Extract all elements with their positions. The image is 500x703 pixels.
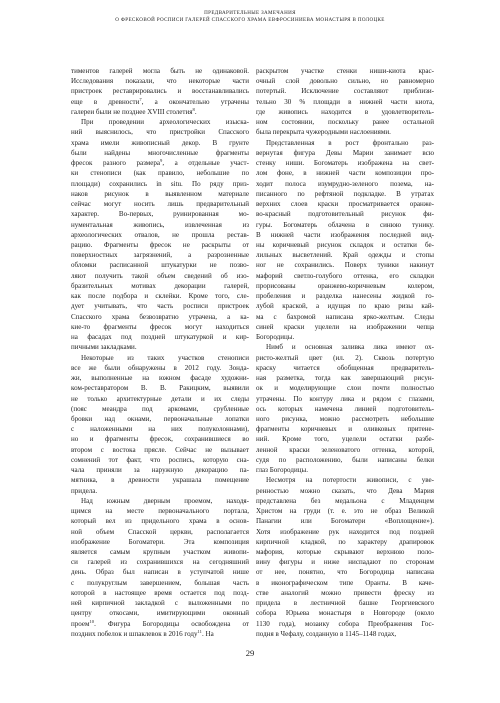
text-line-text: (пояс меандра под аркомами, срубленные [71,404,249,413]
text-line [71,394,249,404]
text-line [256,179,434,189]
text-line [71,455,249,465]
text-line [256,629,434,639]
text-line-text: утрачены. По контуру лика и рядом с глазами, [256,394,434,403]
text-line-text: ок и моделирующие слои почти полностью [256,384,434,393]
text-line-text: Панагии или Богоматери «Воплощение»). [256,517,434,526]
text-line-tail: . [194,107,197,116]
text-line [256,97,434,107]
text-line [256,127,434,137]
text-line [256,598,434,608]
text-line [256,608,434,618]
text-line [256,567,434,577]
footnote-ref: 8 [192,106,195,112]
text-line [71,86,249,96]
text-line-text: поверхностных загрязнений, а разрозненные [71,251,249,260]
text-line-tail: , а отдельные участ- [162,159,249,168]
text-line-text: щимся на месте первоначального портала, [71,507,249,516]
text-line [71,578,249,588]
text-line-text: ристо-желтый цвет (ил. 2). Сквозь потертую [256,353,434,362]
running-head-line-1: ПРЕДВАРИТЕЛЬНЫЕ ЗАМЕЧАНИЯ [204,10,296,16]
text-line-text: Над южным дверным проемом, находя- [81,496,249,505]
text-line-text: галереи были не позднее XVIII столетия [71,107,193,116]
text-line [71,353,249,363]
text-line [71,567,249,577]
text-line [71,537,249,547]
text-line-text: собора Юрьева монастыря в Новгороде (около [256,609,434,618]
text-line [256,506,434,516]
text-line-text: Представленная в рост фронтально раз- [266,138,434,147]
text-line [71,260,249,270]
text-line-text: фрагменты коричневых и оливковых притене- [256,425,434,434]
text-line-text: мятника, в древности украшала помещение [71,476,249,485]
text-line [256,107,434,117]
text-line [256,230,434,240]
text-line [256,66,434,76]
text-line [71,475,249,485]
text-line-text: стве аналогий можно привести фреску из [256,588,434,597]
left-text-column [71,66,249,639]
text-line-text: ки стенописи (как правило, небольшие по [71,169,249,178]
text-line-text: ная разметка, тогда как завершающий рисун- [256,374,434,383]
text-line [71,312,249,322]
text-line-text: были найдены многочисленные фрагменты [71,148,249,157]
footnote-ref: 11 [197,628,202,634]
text-line-text: все же были обнаружены в 2012 году. Зонда- [71,363,249,372]
text-line-text: которой в настоящее время остается под позд- [71,588,249,597]
text-line [71,373,249,383]
text-line-text: краску читается обобщенная предваритель- [256,363,434,372]
text-line [256,404,434,414]
text-line-tail: . Фигура Богородицы освобождена от [94,619,249,628]
footnote-ref: 10 [89,618,95,624]
text-line [256,332,434,342]
text-line [71,342,249,352]
text-line-text: ном состоянии, поскольку ранее остальной [256,118,434,127]
text-line [256,240,434,250]
text-line [256,148,434,158]
text-line-text: вину фигуры и ниже ниспадают по сторонам [256,558,434,567]
text-line-text: площади) сохранились in situ. По ряду приз- [71,179,249,188]
text-line-text: мафорий светло-голубого оттенка, его складки [256,271,434,280]
text-line [256,301,434,311]
text-line-text: ний выяснилось, что пристройки Спасского [71,128,249,137]
text-line [71,557,249,567]
text-line [256,281,434,291]
text-line-text: писанного по рефтяной подкладке. В утратах [256,189,434,198]
text-line-text: вернутая фигура Девы Марии занимает всю [256,148,434,157]
text-line-text: тиментов галерей могла быть не одинаковой. [71,67,249,75]
text-line-text: как после подбора и склейки. Кроме того, сле- [71,292,249,301]
text-line [256,588,434,598]
text-line [71,588,249,598]
text-line-text: дует учитывать, что часть росписи пристроек [71,302,249,311]
text-line-text: на фасадах под поздней штукатуркой и кир- [71,333,249,342]
text-line [256,475,434,485]
footnote-ref: 9 [160,158,163,164]
text-line [71,486,249,496]
text-line [71,271,249,281]
text-line [256,260,434,270]
text-line [71,291,249,301]
text-line-text: Некоторые из таких участков стенописи [81,353,249,362]
text-line-text: где живопись находится в удовлетворитель- [256,107,434,116]
text-line [71,168,249,178]
text-line [71,414,249,424]
running-head-line-2: О ФРЕСКОВОЙ РОСПИСИ ГАЛЕРЕЙ СПАССКОГО ХРАМА ЕВФРОСИНИЕВА МОНАСТЫРЯ В ПОЛОЦКЕ [115,16,385,23]
text-line [71,138,249,148]
text-line-text: с полукруглым завершением, большая часть [71,578,249,587]
text-line-text: сейчас могут носить лишь предварительный [71,200,249,209]
text-line [256,557,434,567]
text-line [256,189,434,199]
text-line-text: пробеления и разделка нанесены жидкой го- [256,292,434,301]
text-line [71,240,249,250]
text-line [71,598,249,608]
text-line [71,608,249,618]
text-line [71,445,249,455]
text-line [256,76,434,86]
text-line-text: чала приняли за наружную декорацию па- [71,466,249,475]
text-line [71,516,249,526]
text-line [71,66,249,76]
text-line [71,148,249,158]
text-line-text: прорисованы оранжево-коричневым колером, [256,281,434,290]
text-line [71,179,249,189]
text-line-text: еще в древности [71,97,140,106]
text-line [256,353,434,363]
text-line-text: ходит полоса изумрудно-зеленого позема, на- [256,179,434,188]
text-line-text: ны коричневый рисунок складок и остатки бе- [256,240,434,249]
text-line [256,486,434,496]
text-line [256,138,434,148]
text-line [256,291,434,301]
text-line-text: раскрытом участке стенки ниши-киота крас- [256,67,434,75]
text-line [71,547,249,557]
text-line-text: ком-реставратором В. В. Ракицким, выявили [71,384,249,393]
text-line [256,619,434,629]
text-line [256,209,434,219]
text-line-text: который вел из придельного храма в основ- [71,517,249,526]
text-line-text: Исследования показали, что некоторые части [71,77,249,86]
text-line [256,363,434,373]
text-line-text: бровки над окнами, первоначальные лопатки [71,414,249,423]
text-line [71,363,249,373]
text-line [256,342,434,352]
text-line [256,199,434,209]
text-line-tail: . На [201,629,214,638]
text-line-text: кие-то фрагменты фресок могут находиться [71,322,249,331]
text-line [71,250,249,260]
text-line [71,230,249,240]
text-line [71,619,249,629]
text-line-text: ось которых намечена линией подготовитель- [256,404,434,413]
text-line-text: изображение Богоматери. Эта композиция [71,537,249,546]
text-line-text: Христом на груди (т. е. это не образ Великой [256,507,434,516]
text-line-text: лильных высветлений. Край одежды и стопы [256,251,434,260]
text-line-text: подня в Чефалу, созданную в 1145–1148 годах, [256,629,397,638]
text-line [71,424,249,434]
text-line [71,209,249,219]
text-line [256,445,434,455]
text-line [256,86,434,96]
text-line [71,301,249,311]
text-line [71,281,249,291]
text-line-text: храма имели живописный декор. В грунте [71,138,249,147]
text-line-text: 1130 года), мозаику собора Преображения Гос- [256,619,434,628]
text-line [256,158,434,168]
text-line [71,97,249,107]
text-line-text: втором с востока прясле. Сейчас не вызывает [71,445,249,454]
text-line [256,527,434,537]
text-line-text: очный слой довольно сильно, но равномерно [256,77,434,86]
text-line [71,404,249,414]
text-line-text: день. Образ был написан в уступчатой нише [71,568,249,577]
text-line [256,220,434,230]
text-line-text: судя по расположению, были написаны белки [256,455,434,464]
text-line [71,383,249,393]
text-line-text: придела в лестничной башне Георгиевского [256,599,434,608]
text-line-text: ленной краски зеленоватого оттенка, которой, [256,445,434,454]
text-line-text: Хотя изображение рук находится под поздней [256,527,434,536]
text-line [256,394,434,404]
text-line [256,496,434,506]
text-line-text: характер. Во-первых, руинированная мо- [71,210,249,219]
text-line [256,250,434,260]
text-line-text: потертый. Исключение составляют приблизи- [256,87,434,96]
text-line [256,424,434,434]
text-line-text: лом фоне, в нижней части композиции про- [256,169,434,178]
text-line-text: представлена без медальона с Младенцем [256,496,434,505]
text-line-text: Спасского храма безвозвратно утрачена, а ка- [71,312,249,321]
text-line [71,199,249,209]
text-line-text: в иконографическом типе Оранты. В каче- [256,578,434,587]
text-line-text: бразительных мотивах декорации галерей, [71,281,249,290]
text-line [256,465,434,475]
text-line-text: ма с бахромой написана ярко-желтым. Следы [256,312,434,321]
text-line [256,168,434,178]
text-line [256,537,434,547]
text-line [71,189,249,199]
text-line-text: фресок разного размера [71,159,161,168]
text-line-text: наков рисунок в выявленном материале [71,189,249,198]
text-line [71,76,249,86]
running-head [0,10,500,23]
text-line [256,434,434,444]
text-line-text: ной объем Спасской церкви, располагается [71,527,249,536]
text-line-text: сомнений тот факт, что роспись, которую сна- [71,455,249,464]
text-line-text: жи, выполненные на южном фасаде художни- [71,374,249,383]
text-line [256,373,434,383]
text-line-text: тельно 30 % площади в нижней части киота, [256,97,434,106]
page-number: 29 [245,648,255,658]
text-line [256,516,434,526]
text-line [71,220,249,230]
text-line [256,383,434,393]
text-line-text: пичными закладками. [71,343,137,352]
text-line [256,455,434,465]
text-line [256,547,434,557]
text-line [71,158,249,168]
text-line-text: с наложенными на них полуколоннами), [71,425,249,434]
text-line-text: поздних побелок и шпаклевок в 2016 году [71,629,198,638]
text-line-text: ний. Кроме того, уцелели остатки разбе- [256,435,434,444]
text-line-text: ней кирпичной закладкой с выложенными по [71,599,249,608]
text-line-text: гуры. Богоматерь облачена в синюю тунику. [256,220,434,229]
text-line-text: во-красный подготовительный рисунок фи- [256,210,434,219]
text-line-text: центру откосами, имитирующими оконный [71,609,249,618]
text-line-text: стенку ниши. Богоматерь изображена на свет- [256,159,434,168]
text-line [71,506,249,516]
text-line-text: глаз Богородицы. [256,466,308,475]
text-line-text: В нижней части изображения последней вид- [256,230,434,239]
text-line [71,332,249,342]
text-line [256,312,434,322]
text-line-text: ренностью можно сказать, что Дева Мария [256,486,434,495]
text-line-text: Богородицы. [256,333,295,342]
text-line-text: ного рисунка, можно рассмотреть небольшие [256,414,434,423]
footnote-ref: 7 [139,96,142,102]
right-text-column [256,66,434,639]
text-line-text: обломки расписанной штукатурки не позво- [71,261,249,270]
text-line [71,127,249,137]
text-line-text: верхних слоев краски просматривается оранже- [256,200,434,209]
text-line-text: мафория, которые скрывают верхнюю поло- [256,548,434,557]
text-line [256,271,434,281]
text-line [71,465,249,475]
text-line-text: синей краски уцелели на изображении чепца [256,322,434,331]
text-line [256,117,434,127]
text-line-text: археологических отвалов, не прошла рестав- [71,230,249,239]
text-line-text: не только архитектурные детали и их следы [71,394,249,403]
text-line [71,527,249,537]
text-line-text: является самым крупным участком живопи- [71,548,249,557]
text-line [71,107,249,117]
text-line-text: кирпичной кладкой, по характеру драпировок [256,537,434,546]
text-line-text: Нимб и основная заливка лика имеют ох- [266,343,434,352]
text-line [71,496,249,506]
text-line-text: пристроек реставрировались и восстанавливались [71,87,249,96]
text-line-text: ног не сохранились. Поверх туники накинут [256,261,434,270]
text-line-tail: , а окончательно утрачены [141,97,250,106]
text-line-text: придела. [71,486,98,495]
text-line [256,322,434,332]
text-line-text: Несмотря на потертости живописи, с уве- [266,476,434,485]
text-line [256,414,434,424]
text-line [71,434,249,444]
text-line [256,578,434,588]
text-line-text: си галерей из сохранившихся на сегодняшний [71,558,249,567]
text-line [71,629,249,639]
text-line-text: При проведении археологических изыска- [81,118,249,127]
text-line-text: от нее, понятно, что Богородица написана [256,568,434,577]
text-line-text: но и фрагменты фресок, сохранившиеся во [71,435,249,444]
text-line-text: нументальная живопись, извлеченная из [71,220,249,229]
text-line-text: лубой краской, а идущая по краю ризы кай- [256,302,434,311]
text-line-text: проем [71,619,90,628]
text-line [71,117,249,127]
text-line-text: была перекрыта чужеродными наслоениями. [256,128,391,137]
text-line [71,322,249,332]
text-line-text: ляют получить такой объем сведений об изо- [71,271,249,280]
text-line-text: рацию. Фрагменты фресок не раскрыты от [71,240,249,249]
